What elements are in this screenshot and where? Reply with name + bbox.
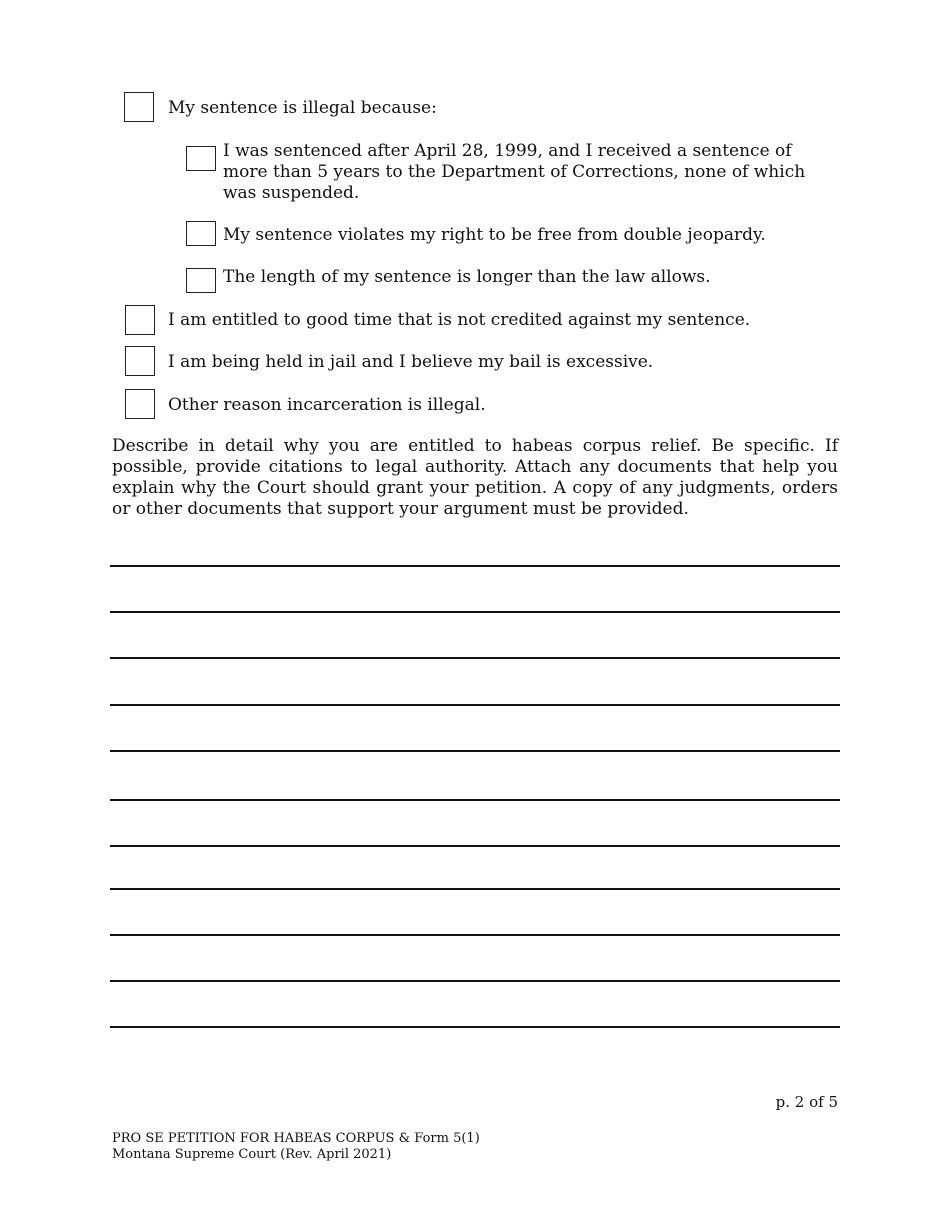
- answer-line[interactable]: [110, 888, 840, 890]
- answer-line[interactable]: [110, 750, 840, 752]
- other-reason-checkbox[interactable]: [125, 389, 155, 419]
- double-jeopardy-checkbox[interactable]: [186, 221, 216, 246]
- answer-line[interactable]: [110, 845, 840, 847]
- bail-excessive-checkbox[interactable]: [125, 346, 155, 376]
- sentence-length-checkbox[interactable]: [186, 268, 216, 293]
- answer-line[interactable]: [110, 934, 840, 936]
- other-reason-label: Other reason incarceration is illegal.: [168, 395, 486, 415]
- footer: [112, 1131, 480, 1163]
- footer-form-title: PRO SE PETITION FOR HABEAS CORPUS & Form 5(1): [112, 1131, 480, 1146]
- illegal-sentence-label: My sentence is illegal because:: [168, 98, 437, 118]
- instructions-paragraph: Describe in detail why you are entitled to habeas corpus relief. Be specific. If possible, provide citations to legal authority. Attach any documents that help you explain why the Court should grant your petition. A copy of any judgments, orders or other documents that support your argument must be provided.: [112, 436, 838, 519]
- sentenced-after-1999-checkbox[interactable]: [186, 146, 216, 171]
- answer-line[interactable]: [110, 799, 840, 801]
- good-time-label: I am entitled to good time that is not credited against my sentence.: [168, 310, 751, 330]
- good-time-checkbox[interactable]: [125, 305, 155, 335]
- illegal-sentence-checkbox[interactable]: [124, 92, 154, 122]
- page-number: p. 2 of 5: [775, 1093, 838, 1111]
- footer-court-revision: Montana Supreme Court (Rev. April 2021): [112, 1147, 392, 1162]
- answer-line[interactable]: [110, 1026, 840, 1028]
- answer-line[interactable]: [110, 657, 840, 659]
- answer-line[interactable]: [110, 704, 840, 706]
- double-jeopardy-label: My sentence violates my right to be free from double jeopardy.: [223, 225, 766, 245]
- answer-line[interactable]: [110, 980, 840, 982]
- sentenced-after-1999-label: I was sentenced after April 28, 1999, and I received a sentence of more than 5 years to the Department of Corrections, none of which was suspended.: [223, 141, 806, 203]
- bail-excessive-label: I am being held in jail and I believe my bail is excessive.: [168, 352, 654, 372]
- sentence-length-label: The length of my sentence is longer than the law allows.: [223, 267, 711, 287]
- answer-line[interactable]: [110, 565, 840, 567]
- answer-line[interactable]: [110, 611, 840, 613]
